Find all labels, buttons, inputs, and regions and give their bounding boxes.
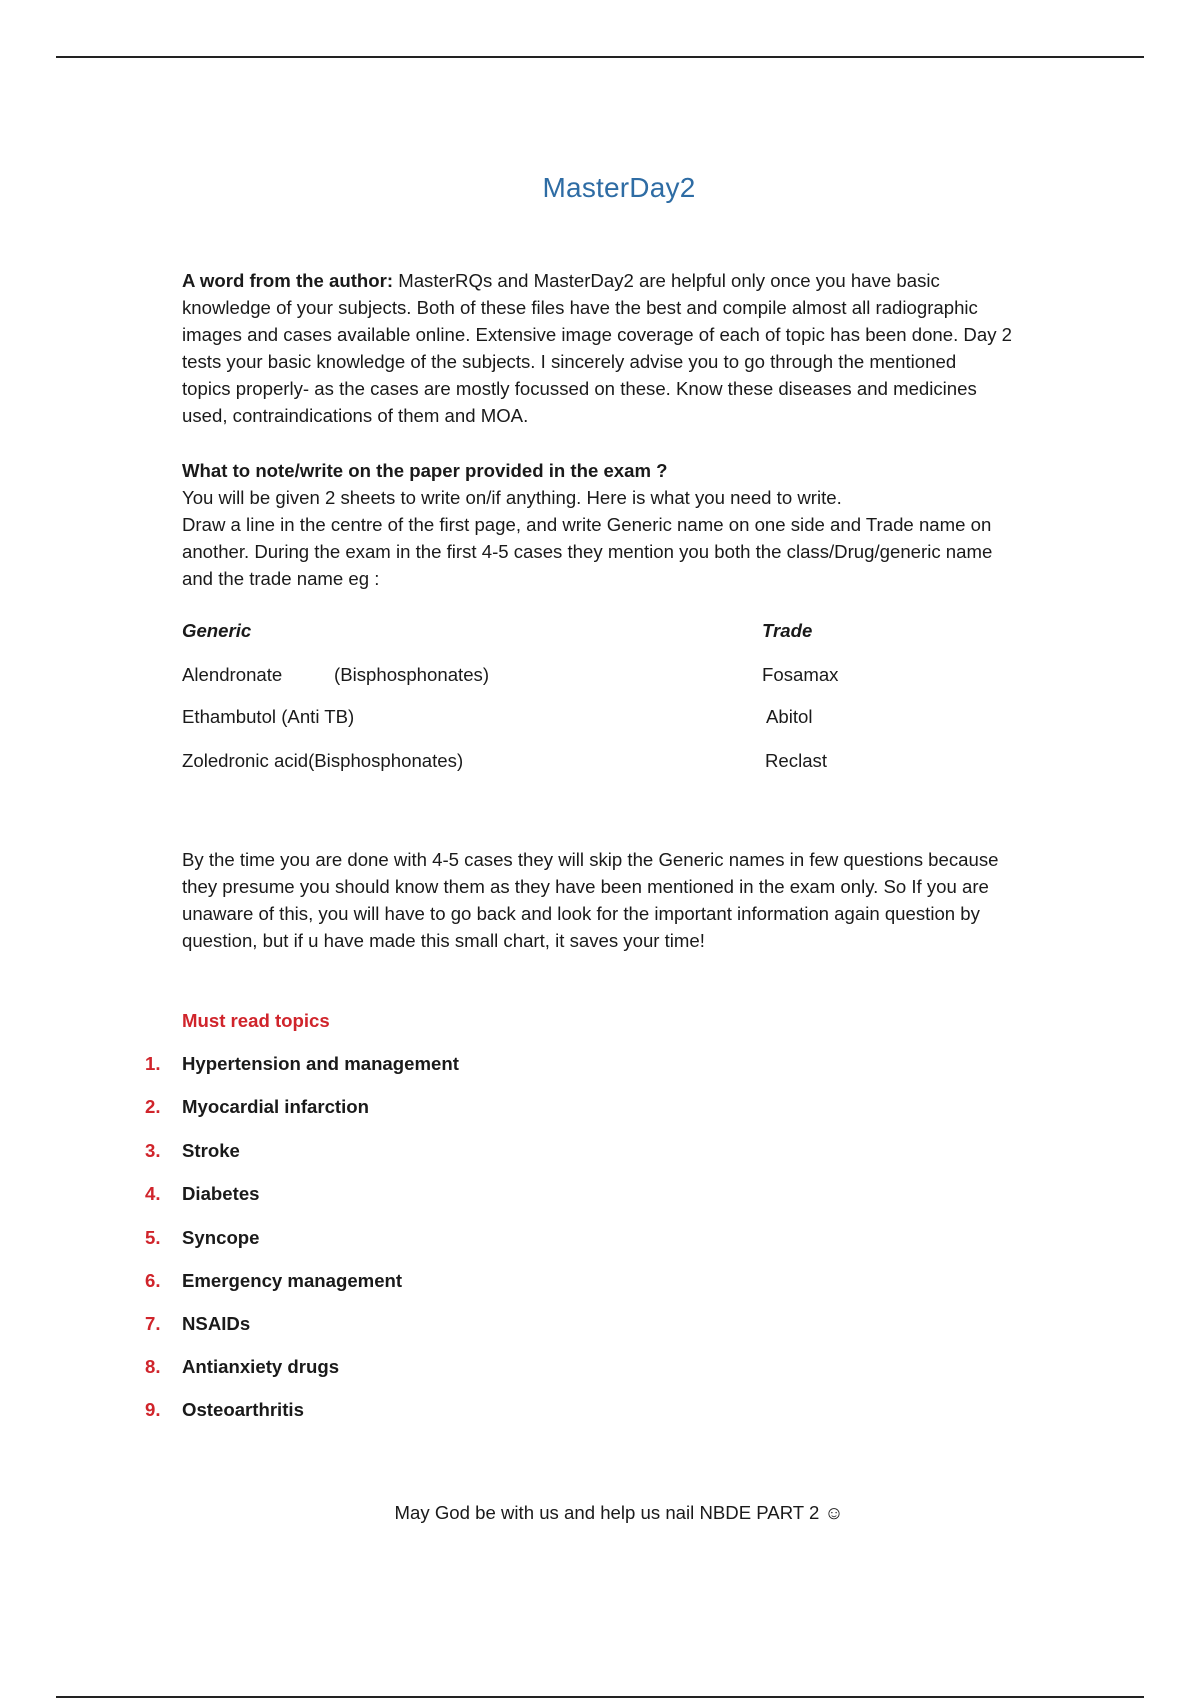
generic-name: Ethambutol (Anti TB) bbox=[182, 706, 355, 727]
topic-number: 7. bbox=[145, 1313, 161, 1334]
exam-note-heading: What to note/write on the paper provided in the exam ? bbox=[182, 460, 668, 481]
intro-line: used, contraindications of them and MOA. bbox=[182, 405, 529, 426]
topic-item bbox=[0, 1183, 1200, 1211]
topic-text: Myocardial infarction bbox=[182, 1096, 370, 1117]
topic-item bbox=[0, 1399, 1200, 1427]
author-note bbox=[182, 267, 1082, 429]
topic-item bbox=[0, 1053, 1200, 1081]
topic-number: 2. bbox=[145, 1096, 161, 1117]
intro-line: knowledge of your subjects. Both of these files have the best and compile almost all radiographic bbox=[182, 297, 978, 318]
outro-line: unaware of this, you will have to go back and look for the important information again question by bbox=[182, 903, 980, 924]
outro-line: By the time you are done with 4-5 cases they will skip the Generic names in few questions because bbox=[182, 849, 999, 870]
trade-name: Abitol bbox=[766, 706, 813, 727]
intro-line: topics properly- as the cases are mostly focussed on these. Know these diseases and medicines bbox=[182, 378, 977, 399]
topic-text: Hypertension and management bbox=[182, 1053, 459, 1074]
drug-table-row bbox=[182, 664, 1082, 692]
generic-name: Alendronate bbox=[182, 664, 283, 685]
outro-line: question, but if u have made this small chart, it saves your time! bbox=[182, 930, 705, 951]
topic-item bbox=[0, 1270, 1200, 1298]
topic-text: Antianxiety drugs bbox=[182, 1356, 340, 1377]
topic-item bbox=[0, 1356, 1200, 1384]
intro-line-text: MasterRQs and MasterDay2 are helpful only once you have basic bbox=[393, 270, 940, 291]
topic-number: 1. bbox=[145, 1053, 161, 1074]
topic-text: Syncope bbox=[182, 1227, 260, 1248]
topic-text: Stroke bbox=[182, 1140, 240, 1161]
note-line: and the trade name eg : bbox=[182, 568, 380, 589]
intro-line: images and cases available online. Extensive image coverage of each of topic has been done. Day 2 bbox=[182, 324, 1013, 345]
top-rule bbox=[56, 56, 1144, 58]
topic-number: 6. bbox=[145, 1270, 161, 1291]
topic-number: 3. bbox=[145, 1140, 161, 1161]
topic-item bbox=[0, 1140, 1200, 1168]
drug-class: (Bisphosphonates) bbox=[334, 664, 490, 685]
drug-table-row bbox=[182, 706, 1082, 734]
header-trade: Trade bbox=[762, 620, 813, 641]
topic-item bbox=[0, 1096, 1200, 1124]
closing-line: May God be with us and help us nail NBDE PART 2 ☺ bbox=[394, 1502, 844, 1523]
chart-advice bbox=[182, 846, 1082, 954]
note-line: You will be given 2 sheets to write on/if anything. Here is what you need to write. bbox=[182, 487, 842, 508]
note-line: another. During the exam in the first 4-5 cases they mention you both the class/Drug/generic name bbox=[182, 541, 993, 562]
page-title: MasterDay2 bbox=[542, 172, 696, 203]
topic-text: Diabetes bbox=[182, 1183, 260, 1204]
header-generic: Generic bbox=[182, 620, 252, 641]
topic-item bbox=[0, 1313, 1200, 1341]
topic-number: 9. bbox=[145, 1399, 161, 1420]
intro-line-0 bbox=[182, 267, 1082, 294]
topic-text: Osteoarthritis bbox=[182, 1399, 304, 1420]
generic-name: Zoledronic acid(Bisphosphonates) bbox=[182, 750, 464, 771]
intro-line: tests your basic knowledge of the subjects. I sincerely advise you to go through the mentioned bbox=[182, 351, 957, 372]
must-read-heading: Must read topics bbox=[182, 1010, 330, 1031]
drug-table-header bbox=[182, 620, 1082, 648]
topic-item bbox=[0, 1227, 1200, 1255]
trade-name: Fosamax bbox=[762, 664, 839, 685]
topic-text: Emergency management bbox=[182, 1270, 403, 1291]
outro-line: they presume you should know them as they have been mentioned in the exam only. So If you are bbox=[182, 876, 989, 897]
topic-text: NSAIDs bbox=[182, 1313, 251, 1334]
drug-table-row bbox=[182, 750, 1082, 778]
topic-number: 5. bbox=[145, 1227, 161, 1248]
exam-note-section bbox=[182, 457, 1082, 592]
topic-number: 8. bbox=[145, 1356, 161, 1377]
intro-lead: A word from the author: bbox=[182, 270, 394, 291]
topic-number: 4. bbox=[145, 1183, 161, 1204]
note-line: Draw a line in the centre of the first page, and write Generic name on one side and Trade name on bbox=[182, 514, 992, 535]
trade-name: Reclast bbox=[765, 750, 828, 771]
bottom-rule bbox=[56, 1696, 1144, 1698]
